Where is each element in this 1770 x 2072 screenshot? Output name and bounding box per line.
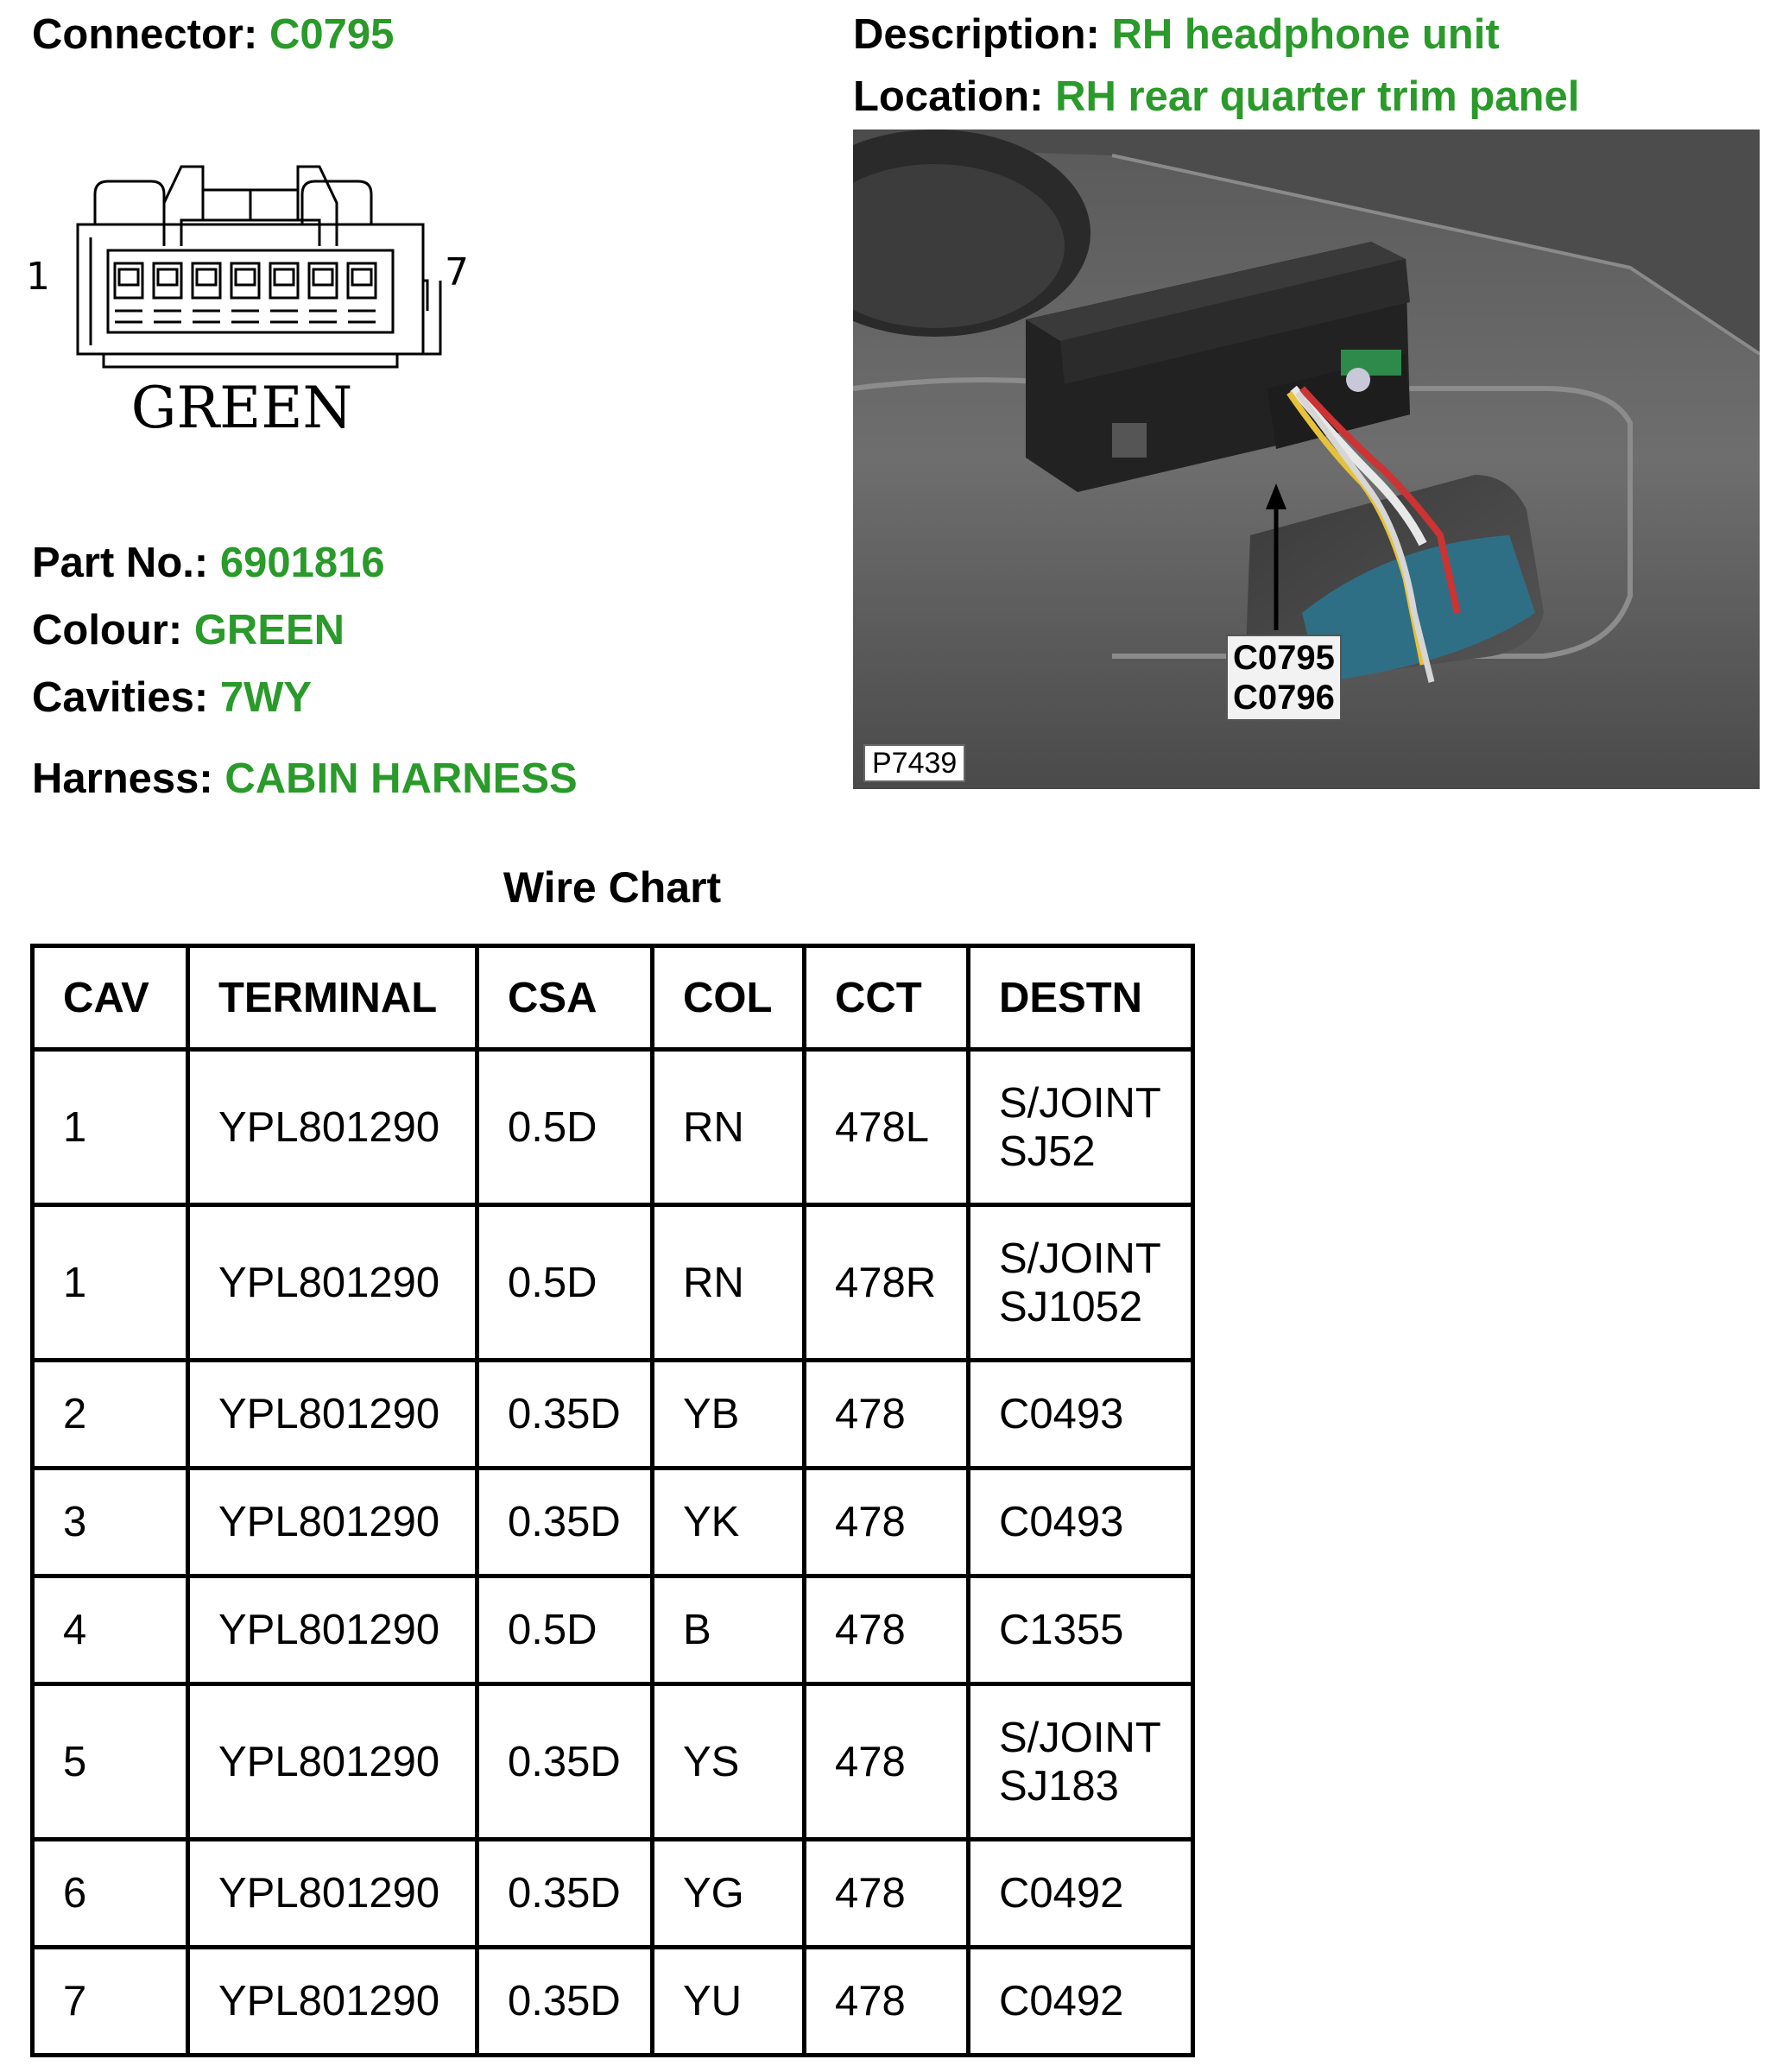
harness-value: CABIN HARNESS [224, 755, 578, 802]
connector-value: C0795 [269, 11, 395, 58]
connector-label: Connector: [32, 11, 258, 58]
cell-csa: 0.5D [477, 1050, 653, 1205]
cell-csa: 0.35D [477, 1469, 653, 1576]
cell-col: YS [653, 1684, 805, 1840]
cell-destn [969, 1205, 1193, 1361]
cell-cav: 5 [33, 1684, 188, 1840]
pin-1-label: 1 [26, 255, 50, 299]
table-row [33, 1050, 1193, 1205]
part-no-label: Part No.: [32, 540, 209, 586]
cavity-terminals [115, 263, 376, 322]
header-col: COL [653, 946, 805, 1050]
connector-line [32, 11, 395, 58]
table-row [33, 1840, 1193, 1948]
cell-destn [969, 1684, 1193, 1840]
destn-line-1: S/JOINT [999, 1235, 1161, 1282]
colour-value: GREEN [193, 607, 345, 654]
table-row [33, 1205, 1193, 1361]
cell-cct: 478 [805, 1684, 969, 1840]
cell-csa: 0.35D [477, 1684, 653, 1840]
table-row [33, 1576, 1193, 1684]
table-row [33, 1361, 1193, 1469]
pin-7-label: 7 [445, 250, 469, 294]
cell-col: YB [653, 1361, 805, 1469]
cell-destn [969, 1050, 1193, 1205]
cell-destn: C0492 [969, 1840, 1193, 1948]
cell-csa: 0.35D [477, 1840, 653, 1948]
destn-line-2: SJ52 [999, 1128, 1096, 1175]
cell-destn: C0493 [969, 1361, 1193, 1469]
cavities-value: 7WY [219, 674, 313, 721]
cell-terminal: YPL801290 [188, 1948, 477, 2056]
diagram-colour-caption: GREEN [130, 375, 353, 441]
cell-destn: C1355 [969, 1576, 1193, 1684]
part-no-line [32, 542, 385, 584]
cell-col: YK [653, 1469, 805, 1576]
cell-terminal: YPL801290 [188, 1684, 477, 1840]
cell-col: YG [653, 1840, 805, 1948]
cell-cav: 3 [33, 1469, 188, 1576]
location-photo [853, 130, 1760, 789]
header-cav: CAV [33, 946, 188, 1050]
wire-chart-title: Wire Chart [503, 863, 722, 912]
cell-terminal: YPL801290 [188, 1576, 477, 1684]
cavities-label: Cavities: [32, 674, 209, 721]
destn-line-2: SJ1052 [999, 1283, 1143, 1330]
cell-col: YU [653, 1948, 805, 2056]
cell-csa: 0.35D [477, 1948, 653, 2056]
cell-cct: 478 [805, 1948, 969, 2056]
cell-terminal: YPL801290 [188, 1469, 477, 1576]
table-row [33, 1469, 1193, 1576]
cell-terminal: YPL801290 [188, 1840, 477, 1948]
colour-line [32, 607, 345, 654]
harness-line [32, 755, 578, 802]
cell-cct: 478 [805, 1840, 969, 1948]
cell-cav: 6 [33, 1840, 188, 1948]
location-label: Location: [853, 73, 1044, 120]
table-row [33, 1948, 1193, 2056]
header-terminal: TERMINAL [188, 946, 477, 1050]
cavities-line [32, 674, 313, 721]
description-value: RH headphone unit [1111, 11, 1500, 58]
destn-line-1: S/JOINT [999, 1714, 1161, 1761]
cell-csa: 0.5D [477, 1205, 653, 1361]
harness-label: Harness: [32, 755, 213, 802]
cell-terminal: YPL801290 [188, 1050, 477, 1205]
cell-cav: 4 [33, 1576, 188, 1684]
connector-outline [22, 151, 471, 445]
table-row [33, 1684, 1193, 1840]
destn-line-2: SJ183 [999, 1762, 1119, 1810]
wire-chart-table [30, 944, 1195, 2057]
table-header-row [33, 946, 1193, 1050]
connector-diagram [22, 151, 471, 445]
description-label: Description: [853, 11, 1100, 58]
cell-cct: 478 [805, 1469, 969, 1576]
cell-cav: 7 [33, 1948, 188, 2056]
cell-cct: 478 [805, 1361, 969, 1469]
destn-line-1: S/JOINT [999, 1079, 1161, 1127]
colour-label: Colour: [32, 607, 183, 654]
cell-col: RN [653, 1205, 805, 1361]
cell-cav: 1 [33, 1205, 188, 1361]
description-line [853, 11, 1500, 58]
cell-col: B [653, 1576, 805, 1684]
callout-c0796: C0796 [1233, 679, 1335, 717]
cell-cct: 478R [805, 1205, 969, 1361]
cell-csa: 0.5D [477, 1576, 653, 1684]
cell-cav: 2 [33, 1361, 188, 1469]
cell-cct: 478 [805, 1576, 969, 1684]
cell-terminal: YPL801290 [188, 1205, 477, 1361]
callout-c0795: C0795 [1233, 639, 1335, 677]
header-cct: CCT [805, 946, 969, 1050]
cell-terminal: YPL801290 [188, 1361, 477, 1469]
location-value: RH rear quarter trim panel [1055, 73, 1580, 120]
header-csa: CSA [477, 946, 653, 1050]
part-no-value: 6901816 [219, 540, 385, 586]
cell-destn: C0493 [969, 1469, 1193, 1576]
cell-csa: 0.35D [477, 1361, 653, 1469]
location-line [853, 73, 1580, 120]
header-destn: DESTN [969, 946, 1193, 1050]
cell-cct: 478L [805, 1050, 969, 1205]
photo-reference: P7439 [863, 744, 965, 782]
cell-cav: 1 [33, 1050, 188, 1205]
cell-col: RN [653, 1050, 805, 1205]
cell-destn: C0492 [969, 1948, 1193, 2056]
photo-callout [1226, 635, 1342, 721]
